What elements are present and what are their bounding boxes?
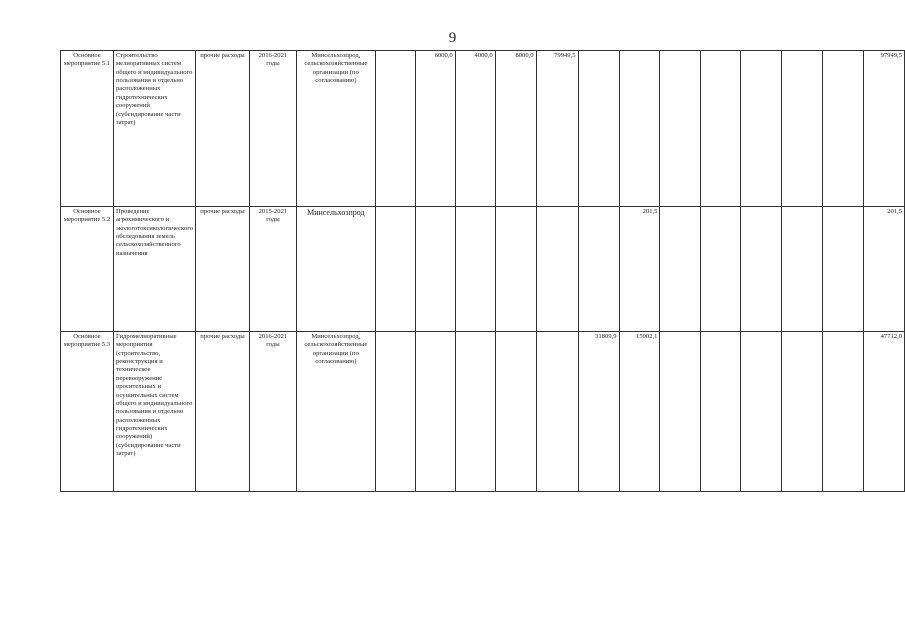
row-value (415, 207, 455, 332)
row-value (823, 332, 864, 492)
row-expense-type: прочие расходы (196, 207, 250, 332)
row-value (741, 51, 782, 207)
row-value (375, 332, 415, 492)
row-executor: Минсельхозпрод (296, 207, 375, 332)
row-code: Основное мероприятие 5.1 (61, 51, 114, 207)
table-row (61, 207, 905, 332)
row-value: 201,5 (619, 207, 660, 332)
row-value (741, 332, 782, 492)
row-value (495, 207, 536, 332)
row-value (536, 332, 578, 492)
row-value (375, 207, 415, 332)
table-row (61, 332, 905, 492)
row-value (375, 51, 415, 207)
row-value (578, 207, 619, 332)
row-code: Основное мероприятие 5.3 (61, 332, 114, 492)
row-value: 8000,0 (495, 51, 536, 207)
row-value (455, 207, 495, 332)
row-executor: Минсельхозпрод, сельскохозяйственные организации (по согласованию) (296, 51, 375, 207)
row-executor: Минсельхозпрод, сельскохозяйственные организации (по согласованию) (296, 332, 375, 492)
row-value (578, 51, 619, 207)
row-value (823, 51, 864, 207)
row-value (741, 207, 782, 332)
row-value: 31809,9 (578, 332, 619, 492)
row-total: 97949,5 (863, 51, 904, 207)
row-code: Основное мероприятие 5.2 (61, 207, 114, 332)
row-total: 47712,0 (863, 332, 904, 492)
row-expense-type: прочие расходы (196, 332, 250, 492)
row-value (660, 332, 701, 492)
row-description: Проведение агрохимического и экологотоксикологического обследования земель сельскохозяйственного назначения (113, 207, 195, 332)
row-value: 6000,0 (415, 51, 455, 207)
row-value (660, 207, 701, 332)
row-value (455, 332, 495, 492)
row-value: 79949,5 (536, 51, 578, 207)
row-period: 2016-2021 годы (249, 332, 296, 492)
row-period: 2015-2021 годы (249, 207, 296, 332)
row-value (660, 51, 701, 207)
row-value (701, 332, 741, 492)
row-value: 15902,1 (619, 332, 660, 492)
row-total: 201,5 (863, 207, 904, 332)
page-number: 9 (448, 30, 457, 46)
row-value (619, 51, 660, 207)
row-value (415, 332, 455, 492)
row-description: Гидромелиоративные мероприятия (строительство, реконструкция и техническое перевооружение оросительных и осушительных систем общего и индивидуального пользования и отдельно расположенных гидротехнических сооружений) (субсидирование части затрат) (113, 332, 195, 492)
row-value (782, 207, 823, 332)
row-period: 2016-2021 годы (249, 51, 296, 207)
row-value: 4000,0 (455, 51, 495, 207)
row-value (701, 51, 741, 207)
table-row (61, 51, 905, 207)
row-value (782, 332, 823, 492)
row-expense-type: прочие расходы (196, 51, 250, 207)
row-value (701, 207, 741, 332)
row-value (823, 207, 864, 332)
row-description: Строительство мелиоративных систем общего и индивидуального пользования и отдельно расположенных гидротехнических сооружений (субсидирование части затрат) (113, 51, 195, 207)
row-value (782, 51, 823, 207)
program-table (60, 50, 905, 492)
row-value (536, 207, 578, 332)
row-value (495, 332, 536, 492)
